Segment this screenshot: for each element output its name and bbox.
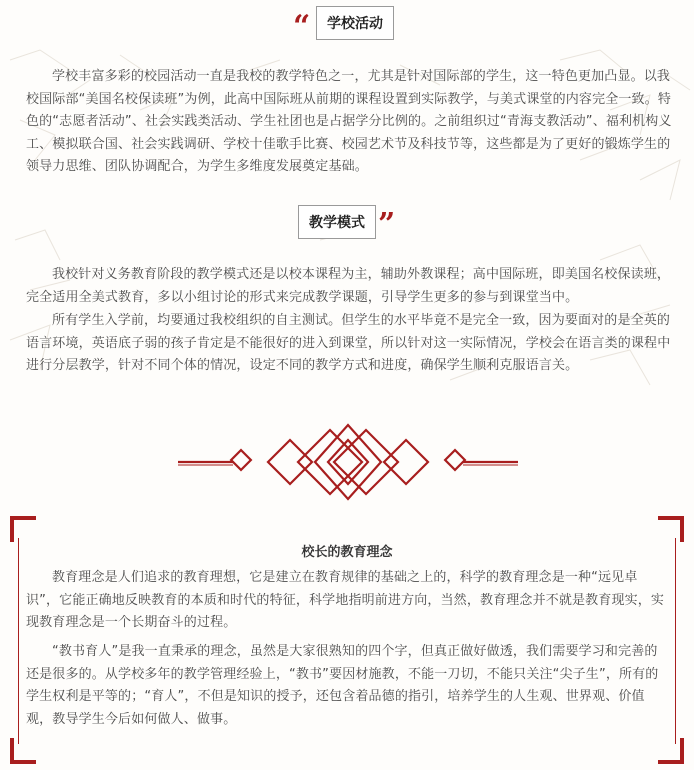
teaching-paragraph-1: 我校针对义务教育阶段的教学模式还是以校本课程为主，辅助外教课程；高中国际班，即美国名校保读班，完全适用全美式教育，多以小组讨论的形式来完成教学课题，引导学生更多的参与到课堂当中。: [26, 267, 671, 305]
teaching-paragraph-2: 所有学生入学前，均要通过我校组织的自主测试。但学生的水平毕竟不是完全一致，因为要面对的是全英的语言环境，英语底子弱的孩子肯定是不能很好的进入到课堂，所以针对这一实际情况，学校会在语言类的课程中进行分层教学，针对不同个体的情况，设定不同的教学方式和进度，确保学生顺利克服语言关。: [26, 313, 671, 373]
principal-title: 校长的教育理念: [301, 545, 393, 560]
teaching-title-text: 教学模式: [309, 215, 365, 231]
open-quote-icon: “: [293, 9, 311, 44]
principal-paragraph-2: “教书育人”是我一直秉承的理念，虽然是大家很熟知的四个字，但真正做好做透，我们需要学习和完善的还是很多的。从学校多年的教学管理经验上，“教书”要因材施教，不能一刀切，不能只关注“尖子生”，所有的学生权利是平等的；“育人”，不但是知识的授予，还包含着品德的指引，培养学生的人生观、世界观、价值观，教导学生今后如何做人、做事。: [26, 644, 659, 727]
principal-paragraph-1: 教育理念是人们追求的教育理想，它是建立在教育规律的基础之上的，科学的教育理念是一种“远见卓识”，它能正确地反映教育的本质和时代的特征，科学地指明前进方向，当然，教育理念并不就是教育现实，实现教育理念是一个长期奋斗的过程。: [26, 570, 665, 630]
activities-title-text: 学校活动: [327, 16, 383, 32]
diamond-divider-ornament: [178, 420, 518, 510]
teaching-title: [298, 205, 376, 239]
activities-title: [316, 6, 394, 40]
activities-paragraph: 学校丰富多彩的校园活动一直是我校的教学特色之一，尤其是针对国际部的学生，这一特色更加凸显。以我校国际部“美国名校保读班”为例，此高中国际班从前期的课程设置到实际教学，与美式课堂的内容完全一致。特色的“志愿者活动”、社会实践类活动、学生社团也是占据学分比例的。之前组织过“青海支教活动”、福利机构义工、模拟联合国、社会实践调研、学校十佳歌手比赛、校园艺术节及科技节等，这些都是为了更好的锻炼学生的领导力思维、团队协调配合，为学生多维度发展奠定基础。: [26, 69, 672, 174]
close-quote-icon: ”: [378, 207, 396, 242]
